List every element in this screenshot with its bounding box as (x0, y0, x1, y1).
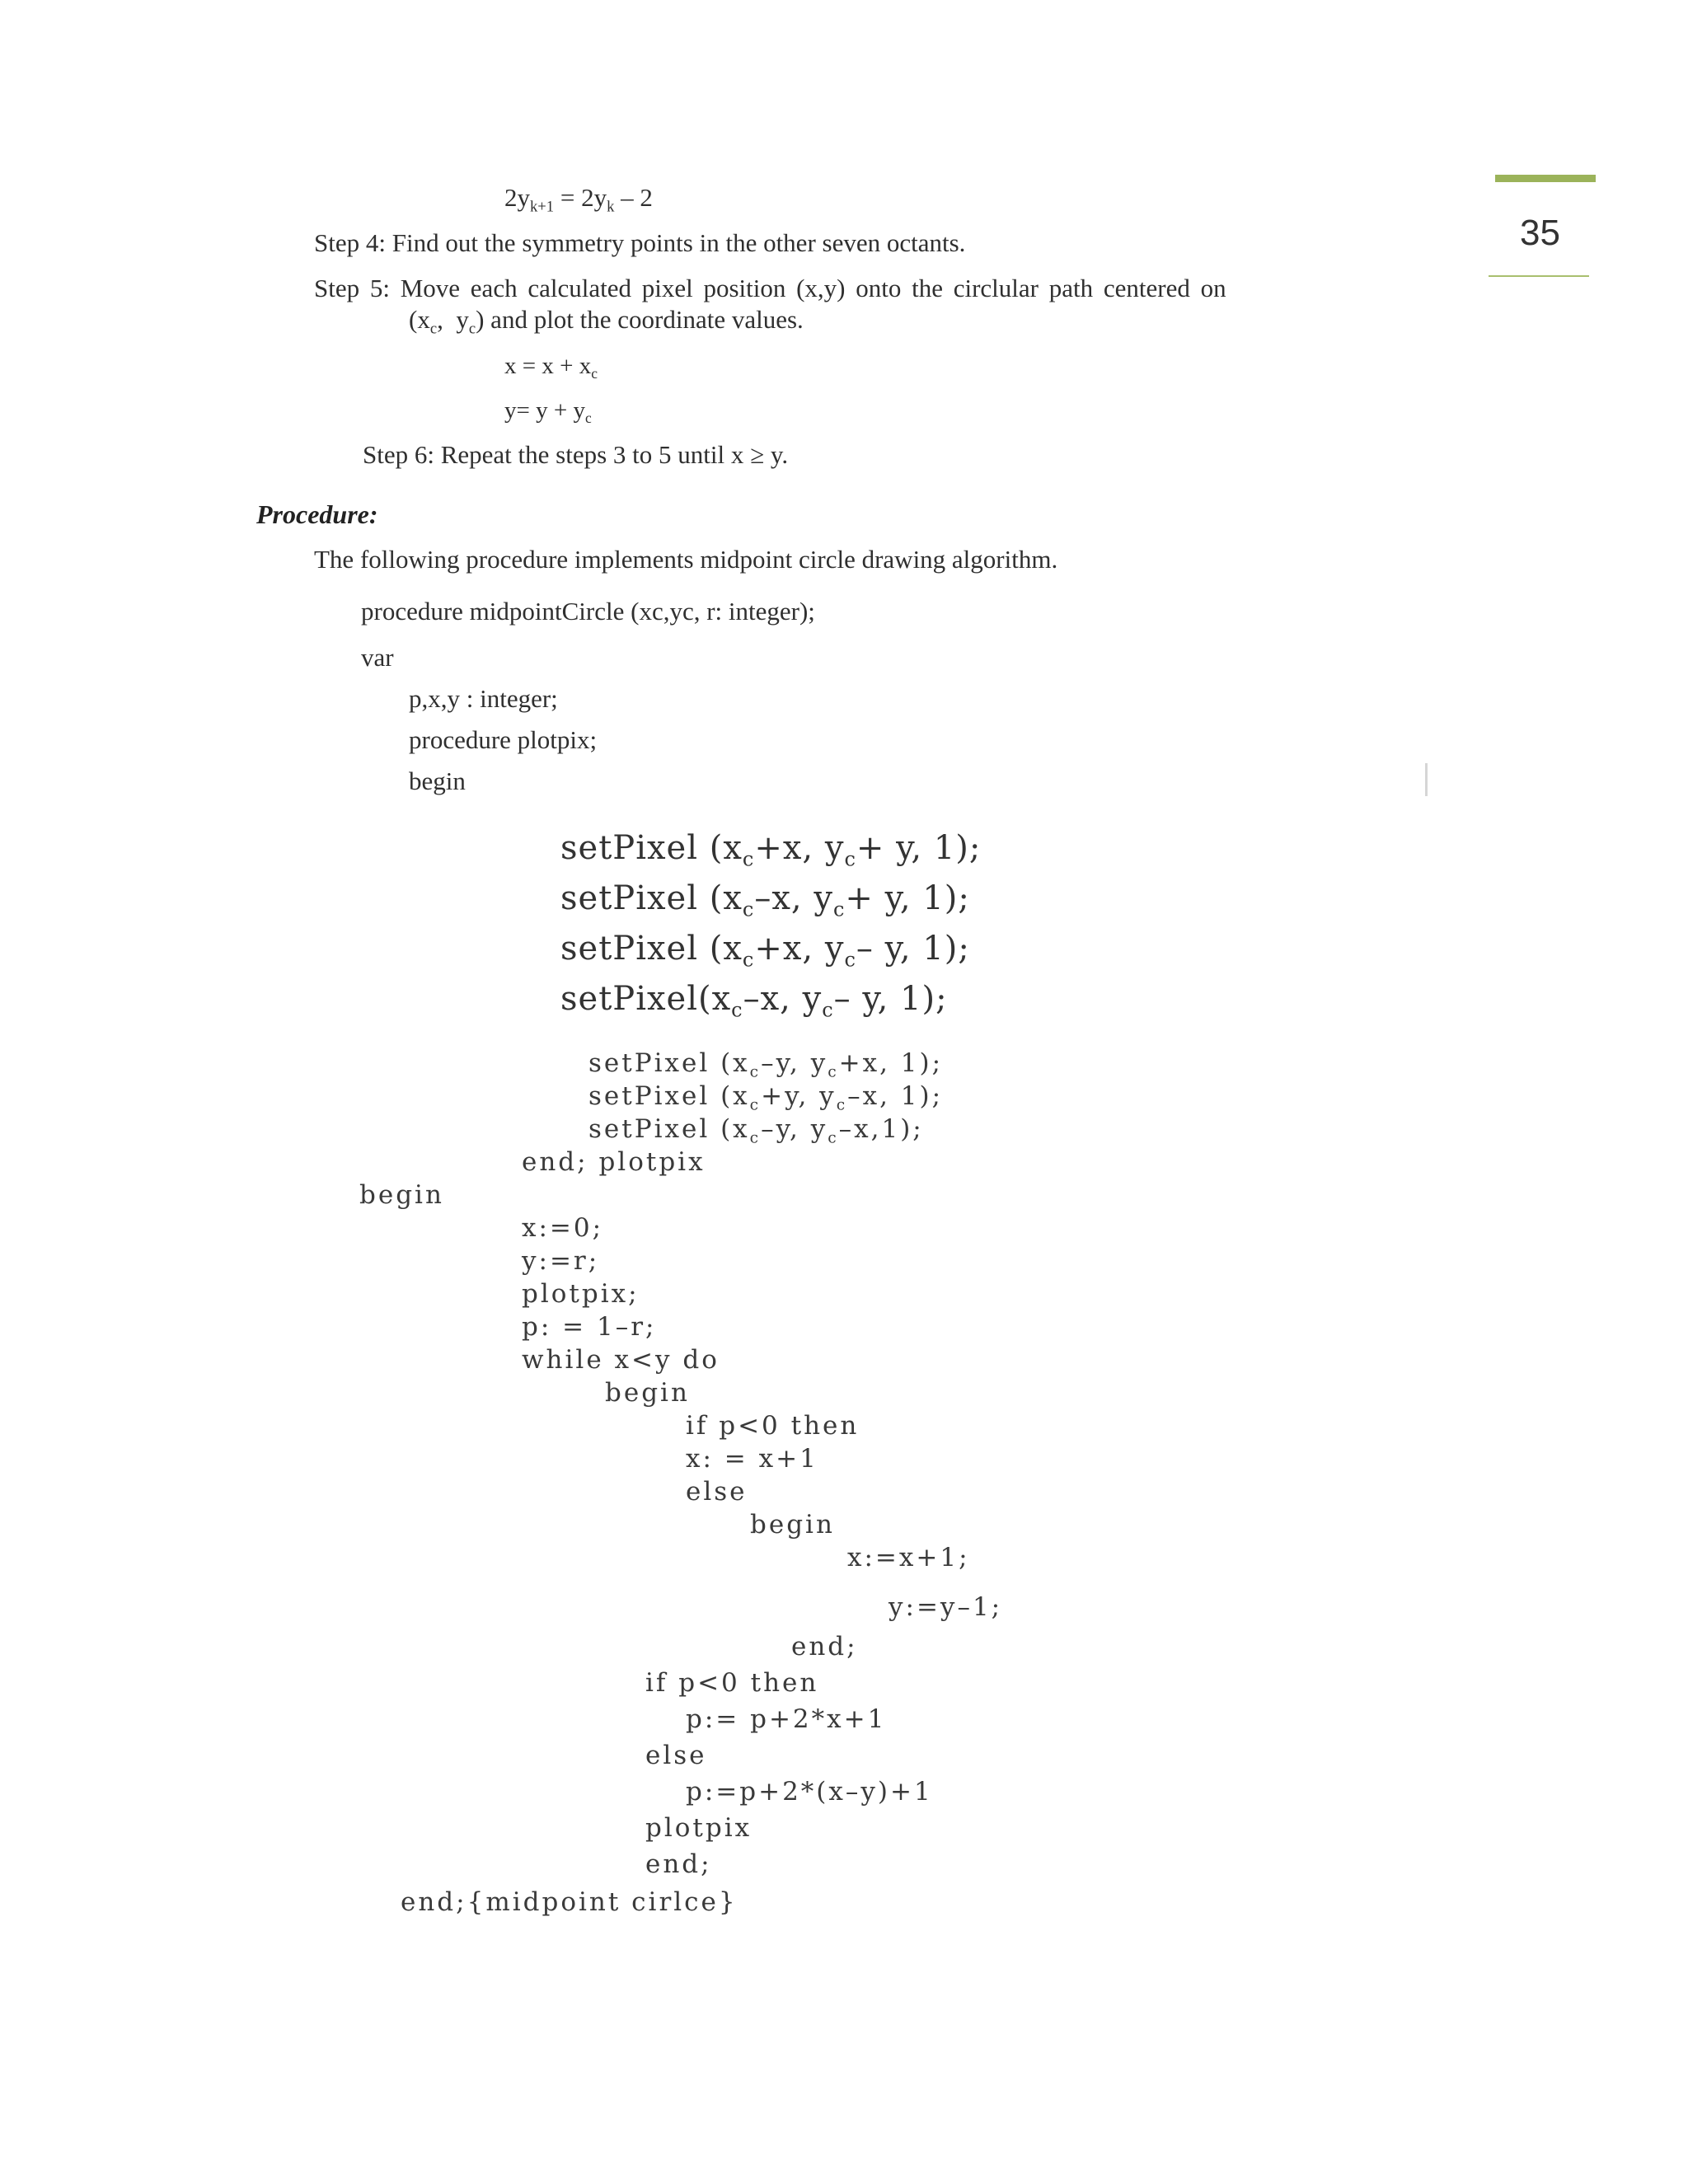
step-4: Step 4: Find out the symmetry points in the other seven octants. (314, 228, 966, 257)
code-begin-else: begin (750, 1510, 835, 1540)
code-y-dec: y:=y–1; (889, 1592, 1003, 1622)
equation-2yk1: $2y_{k+1} = 2y_k - 2$ (504, 183, 653, 216)
code-if-1: if p<0 then (686, 1411, 860, 1441)
code-if-2: if p<0 then (645, 1668, 819, 1698)
code-p-update-1: p:= p+2*x+1 (686, 1704, 887, 1734)
setpixel-line-1: setPixel ($x_c+x$, $y_c+ y$, 1); (560, 829, 982, 871)
step-6: Step 6: Repeat the steps 3 to 5 until x ≥ y. (363, 440, 789, 469)
code-else-1: else (686, 1477, 748, 1507)
code-plotpix-call: plotpix; (522, 1279, 640, 1309)
setpixel-line-7: setPixel ($x_c-y$, $y_c-x,1$); (588, 1114, 924, 1147)
procedure-heading: Procedure: (256, 499, 378, 529)
code-end-loop: end; (645, 1849, 712, 1879)
equation-y: $y= y + y_c$ (504, 397, 592, 427)
code-p-init: p: = 1–r; (522, 1312, 657, 1342)
code-while: while x<y do (522, 1345, 720, 1375)
code-else-2: else (645, 1741, 707, 1770)
margin-mark (1425, 763, 1428, 796)
equation-x: $x = x + x_c$ (504, 353, 598, 382)
page-number: 35 (1520, 213, 1560, 253)
page-number-underline (1489, 275, 1589, 277)
code-p-update-2: p:=p+2*(x–y)+1 (686, 1777, 933, 1807)
begin-main: begin (359, 1180, 444, 1210)
code-plotpix-call-2: plotpix (645, 1813, 753, 1843)
code-begin-loop: begin (605, 1378, 690, 1408)
setpixel-line-6: setPixel ($x_c+y$, $y_c-x$, 1); (588, 1081, 944, 1114)
page-number-accent-bar (1495, 175, 1596, 182)
procedure-intro: The following procedure implements midpoint circle drawing algorithm. (314, 545, 1058, 574)
setpixel-line-2: setPixel ($x_c-x$, $y_c+ y$, 1); (560, 879, 970, 921)
plotpix-declaration: procedure plotpix; (409, 725, 598, 754)
code-x-init: x:=0; (522, 1213, 604, 1243)
code-end-else: end; (791, 1632, 858, 1661)
begin-plotpix: begin (409, 766, 466, 795)
procedure-declaration: procedure midpointCircle (xc,yc, r: integer); (361, 597, 815, 626)
end-plotpix: end; plotpix (522, 1147, 706, 1177)
code-x-inc-2: x:=x+1; (847, 1543, 970, 1572)
var-keyword: var (361, 643, 394, 672)
setpixel-line-3: setPixel ($x_c+x$, $y_c-$ y, 1); (560, 930, 970, 972)
setpixel-line-5: setPixel ($x_c-y$, $y_c+x$, 1); (588, 1048, 944, 1081)
step-5-line-1: Step 5: Move each calculated pixel position (x,y) onto the circlular path centered on (314, 274, 1226, 302)
setpixel-line-4: $setPixel(x_c-x$, $y_c-$ y, 1); (560, 980, 948, 1022)
code-end-procedure: end;{midpoint cirlce} (401, 1887, 738, 1917)
code-y-init: y:=r; (522, 1246, 600, 1276)
variable-declaration: p,x,y : integer; (409, 684, 558, 713)
code-x-inc: x: = x+1 (686, 1444, 818, 1474)
step-5-line-2: ($x_c$, $y_c$) and plot the coordinate values. (409, 305, 804, 338)
